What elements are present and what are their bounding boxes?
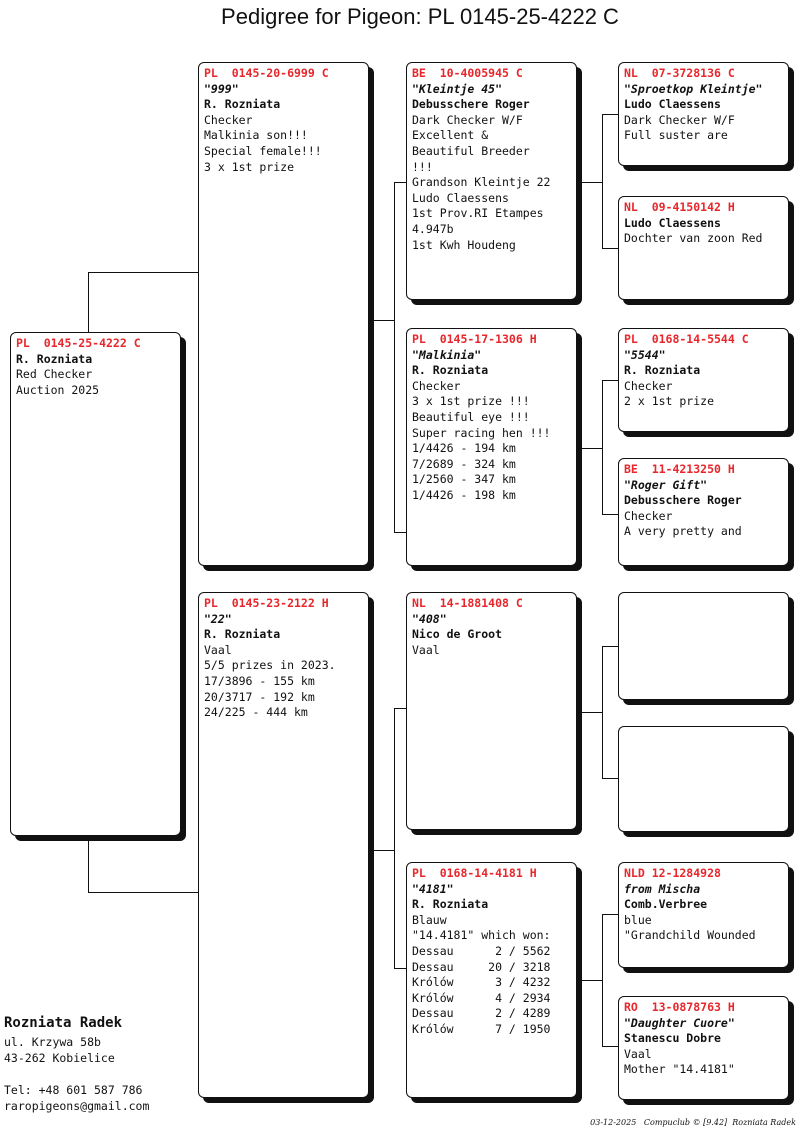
pigeon-name: "5544" — [624, 347, 666, 362]
pigeon-name: "408" — [412, 611, 447, 626]
pigeon-name: "Sproetkop Kleintje" — [624, 81, 763, 96]
ring-number: NL 07-3728136 C — [624, 66, 735, 80]
breeder-name: Comb.Verbree — [624, 897, 708, 912]
info-line: 1/4426 - 194 km — [412, 441, 516, 456]
info-line: 7/2689 - 324 km — [412, 456, 516, 471]
info-line: 1/4426 - 198 km — [412, 487, 516, 502]
ring-number: NL 14-1881408 C — [412, 596, 523, 610]
connector — [602, 380, 603, 514]
breeder-name: Ludo Claessens — [624, 215, 721, 230]
info-line: 1st Kwh Houdeng — [412, 237, 516, 252]
race-result: Dessau 20 / 3218 — [412, 959, 551, 974]
connector — [602, 114, 603, 248]
dam-sire-card[interactable] — [406, 592, 577, 830]
info-line: Ludo Claessens — [412, 190, 509, 205]
connector — [602, 646, 603, 778]
connector — [582, 980, 603, 981]
info-line: 4.947b — [412, 221, 454, 236]
pigeon-name: "Daughter Cuore" — [624, 1015, 735, 1030]
race-result: Królów 3 / 4232 — [412, 975, 551, 990]
race-result: Dessau 2 / 4289 — [412, 1006, 551, 1021]
info-line: Auction 2025 — [16, 382, 100, 397]
breeder-name: R. Rozniata — [624, 363, 701, 378]
info-line: blue — [624, 912, 652, 927]
owner-contact — [4, 1012, 149, 1114]
dam-card[interactable] — [198, 592, 369, 1098]
connector — [582, 182, 603, 183]
dd-dam-card[interactable] — [618, 996, 789, 1100]
connector — [394, 182, 395, 532]
page-title: Pedigree for Pigeon: PL 0145-25-4222 C — [221, 4, 619, 29]
ring-number: PL 0145-23-2122 H — [204, 596, 329, 610]
breeder-name: R. Rozniata — [204, 627, 281, 642]
info-line: "Grandchild Wounded — [624, 928, 756, 943]
race-result: Królów 4 / 2934 — [412, 990, 551, 1005]
info-line: Special female!!! — [204, 143, 322, 158]
pigeon-name: "999" — [204, 81, 239, 96]
owner-city: 43-262 Kobielice — [4, 1051, 115, 1065]
sire-sire-card[interactable] — [406, 62, 577, 300]
connector — [88, 272, 200, 273]
breeder-name: Nico de Groot — [412, 627, 503, 642]
ring-number: PL 0145-20-6999 C — [204, 66, 329, 80]
pigeon-name: "22" — [204, 611, 232, 626]
ring-number: NLD 12-1284928 — [624, 866, 721, 880]
dd-sire-card[interactable] — [618, 862, 789, 968]
connector — [602, 914, 603, 1046]
breeder-name: R. Rozniata — [16, 351, 93, 366]
info-line: 24/225 - 444 km — [204, 705, 308, 720]
connector — [88, 836, 89, 893]
footer-credit: 03-12-2025 Compuclub © [9.42] Rozniata Radek — [590, 1118, 796, 1127]
info-line: 20/3717 - 192 km — [204, 689, 315, 704]
ring-number: RO 13-0878763 H — [624, 1000, 735, 1014]
pigeon-name: "Malkinia" — [412, 347, 482, 362]
info-line: Checker — [204, 112, 253, 127]
ds-sire-card[interactable] — [618, 592, 789, 700]
info-line: Full suster are — [624, 128, 728, 143]
breeder-name: R. Rozniata — [412, 363, 489, 378]
info-line: !!! — [412, 159, 433, 174]
sire-card[interactable] — [198, 62, 369, 566]
pigeon-name: from Mischa — [624, 881, 701, 896]
info-line: Checker — [624, 378, 673, 393]
info-line: Blauw — [412, 912, 447, 927]
owner-address: ul. Krzywa 58b — [4, 1035, 101, 1049]
info-line: Dark Checker W/F — [624, 112, 735, 127]
sd-sire-card[interactable] — [618, 328, 789, 432]
ring-number: PL 0145-17-1306 H — [412, 332, 537, 346]
info-line: Malkinia son!!! — [204, 128, 308, 143]
breeder-name: R. Rozniata — [412, 897, 489, 912]
info-line: Beautiful Breeder — [412, 143, 530, 158]
info-line: 1st Prov.RI Etampes — [412, 206, 544, 221]
ss-sire-card[interactable] — [618, 62, 789, 166]
info-line: Vaal — [412, 642, 440, 657]
info-line: Super racing hen !!! — [412, 425, 551, 440]
connector — [394, 708, 395, 968]
ss-dam-card[interactable] — [618, 196, 789, 300]
connector — [370, 850, 395, 851]
subject-card[interactable] — [10, 332, 181, 836]
info-line: "14.4181" which won: — [412, 928, 551, 943]
ring-number: NL 09-4150142 H — [624, 200, 735, 214]
owner-name: Rozniata Radek — [4, 1015, 123, 1031]
breeder-name: Stanescu Dobre — [624, 1031, 721, 1046]
info-line: A very pretty and — [624, 524, 742, 539]
race-result: Królów 7 / 1950 — [412, 1021, 551, 1036]
color-line: Red Checker — [16, 367, 93, 382]
ring-number: PL 0168-14-4181 H — [412, 866, 537, 880]
info-line: Checker — [624, 508, 673, 523]
info-line: Vaal — [204, 642, 232, 657]
connector — [582, 712, 603, 713]
connector — [582, 448, 603, 449]
info-line: 1/2560 - 347 km — [412, 472, 516, 487]
breeder-name: Debusschere Roger — [412, 97, 530, 112]
dam-dam-card[interactable] — [406, 862, 577, 1098]
info-line: Checker — [412, 378, 461, 393]
ring-number: BE 10-4005945 C — [412, 66, 523, 80]
info-line: Excellent & — [412, 128, 489, 143]
race-result: Dessau 2 / 5562 — [412, 943, 551, 958]
sd-dam-card[interactable] — [618, 458, 789, 566]
info-line: Grandson Kleintje 22 — [412, 175, 551, 190]
info-line: Dark Checker W/F — [412, 112, 523, 127]
ring-number: PL 0168-14-5544 C — [624, 332, 749, 346]
ring-number: PL 0145-25-4222 C — [16, 336, 141, 350]
breeder-name: Ludo Claessens — [624, 97, 721, 112]
info-line: 3 x 1st prize !!! — [412, 394, 530, 409]
sire-dam-card[interactable] — [406, 328, 577, 566]
owner-phone: Tel: +48 601 587 786 — [4, 1083, 143, 1097]
connector — [88, 892, 200, 893]
ring-number: BE 11-4213250 H — [624, 462, 735, 476]
info-line: Mother "14.4181" — [624, 1062, 735, 1077]
connector — [370, 320, 395, 321]
breeder-name: R. Rozniata — [204, 97, 281, 112]
info-line: 5/5 prizes in 2023. — [204, 658, 336, 673]
info-line: 17/3896 - 155 km — [204, 673, 315, 688]
info-line: Beautiful eye !!! — [412, 409, 530, 424]
info-line: Dochter van zoon Red — [624, 231, 763, 246]
info-line: Vaal — [624, 1046, 652, 1061]
pigeon-name: "Roger Gift" — [624, 477, 708, 492]
ds-dam-card[interactable] — [618, 726, 789, 832]
breeder-name: Debusschere Roger — [624, 493, 742, 508]
info-line: 2 x 1st prize — [624, 394, 715, 409]
owner-email[interactable]: raropigeons@gmail.com — [4, 1099, 150, 1113]
info-line: 3 x 1st prize — [204, 159, 295, 174]
pigeon-name: "Kleintje 45" — [412, 81, 503, 96]
pigeon-name: "4181" — [412, 881, 454, 896]
connector — [88, 272, 89, 332]
